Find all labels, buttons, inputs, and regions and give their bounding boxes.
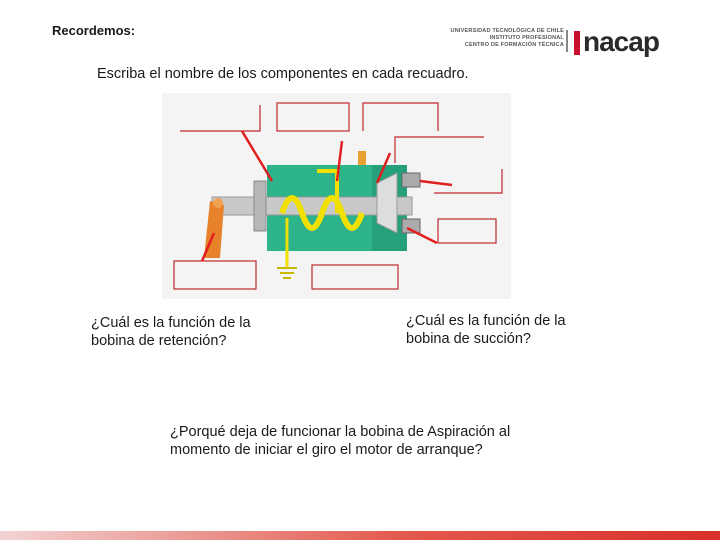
footer-bar xyxy=(0,531,720,540)
inacap-logo-mark xyxy=(574,31,580,55)
instruction-text: Escriba el nombre de los componentes en cada recuadro. xyxy=(97,66,469,82)
contact-terminal-top xyxy=(402,173,420,187)
plunger-flange xyxy=(254,181,266,231)
university-logo-line-2: INSTITUTO PROFESIONAL xyxy=(489,35,564,41)
inacap-logo-text: nacap xyxy=(583,26,659,57)
university-logo-line-3: CENTRO DE FORMACIÓN TÉCNICA xyxy=(464,42,564,48)
university-logo xyxy=(440,28,564,49)
logo-divider xyxy=(566,30,568,52)
question-aspiration-coil: ¿Porqué deja de funcionar la bobina de Aspiración al momento de iniciar el giro el motor de arranque? xyxy=(170,424,511,458)
lever-pivot xyxy=(213,198,223,208)
solenoid-diagram xyxy=(162,93,511,299)
question-retention-coil: ¿Cuál es la función de la bobina de retención? xyxy=(91,315,251,349)
slide-title: Recordemos: xyxy=(52,23,136,38)
question-suction-coil: ¿Cuál es la función de la bobina de succión? xyxy=(406,313,566,347)
university-logo-line-1: UNIVERSIDAD TECNOLÓGICA DE CHILE xyxy=(450,28,564,34)
terminal-post xyxy=(358,151,366,165)
contact-plate xyxy=(377,173,397,233)
